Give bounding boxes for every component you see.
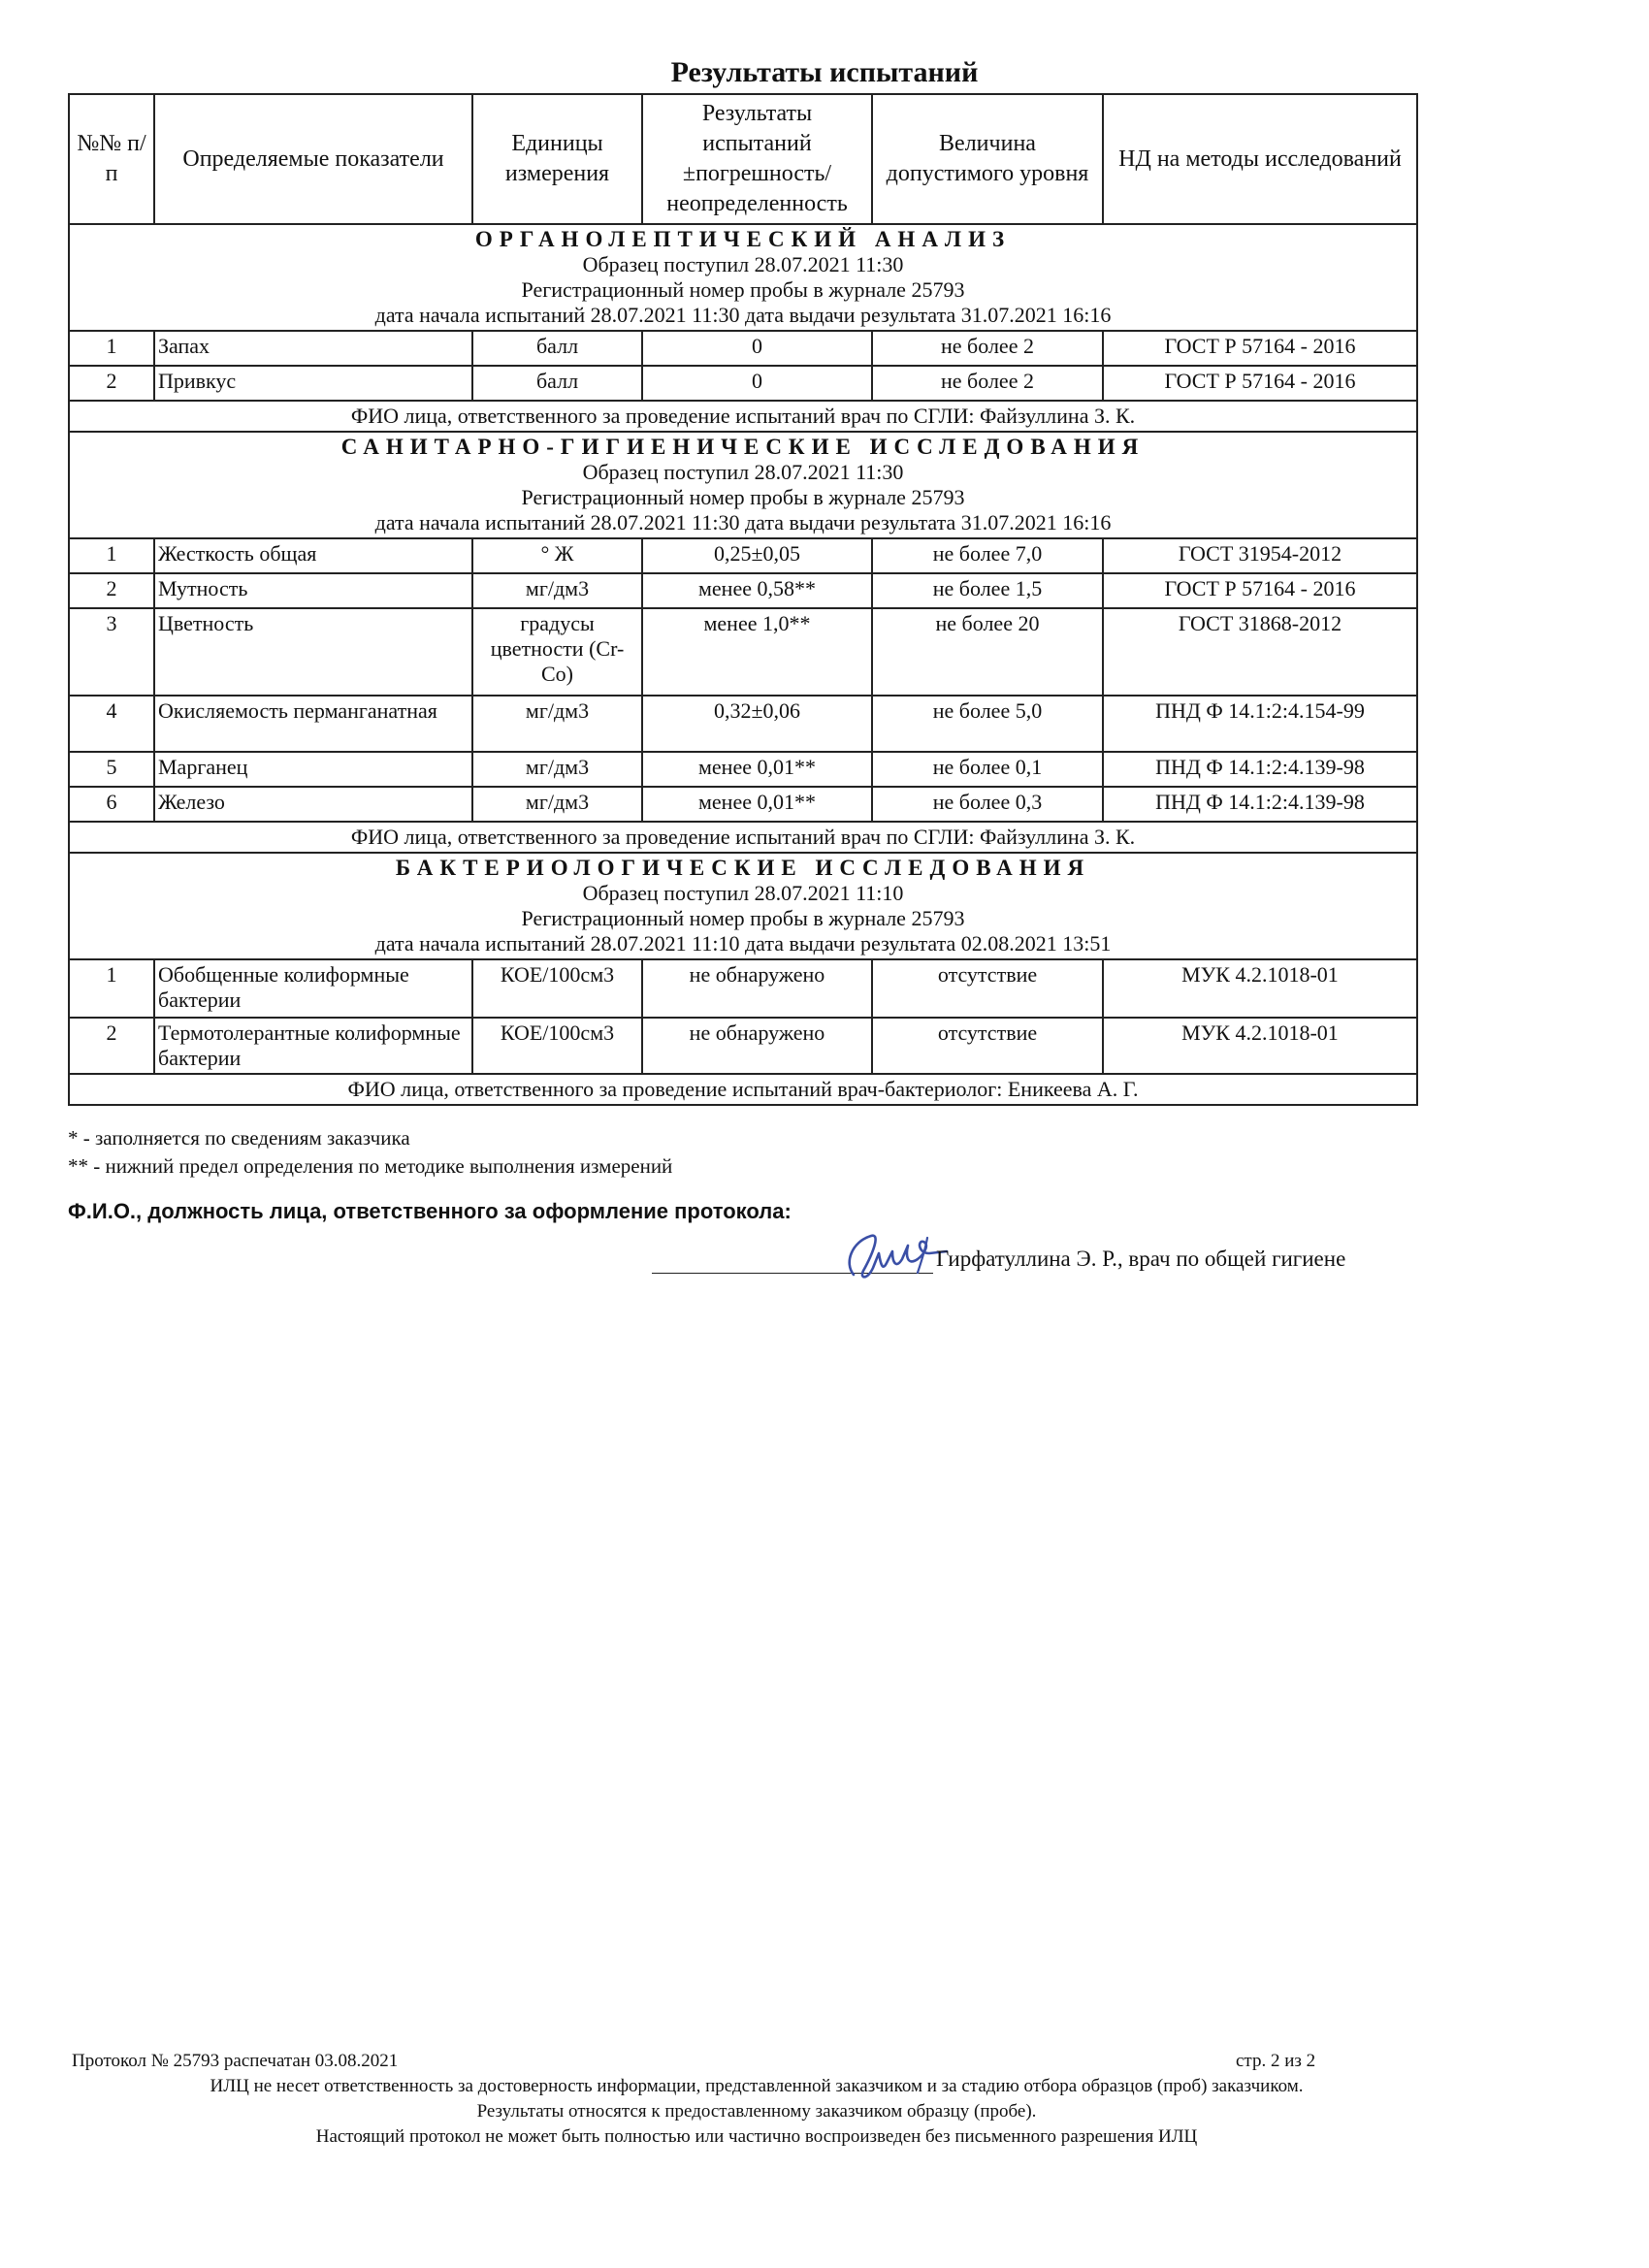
section-dates: дата начала испытаний 28.07.2021 11:30 дата выдачи результата 31.07.2021 16:16: [374, 510, 1112, 535]
row-indicator: Железо: [154, 787, 472, 822]
row-indicator: Цветность: [154, 608, 472, 696]
page-title: Результаты испытаний: [670, 56, 979, 88]
row-number: 1: [69, 331, 154, 366]
row-method: ГОСТ Р 57164 - 2016: [1103, 366, 1417, 401]
footnote-2: ** - нижний предел определения по методике выполнения измерений: [68, 1154, 673, 1178]
section-sample-received: Образец поступил 28.07.2021 11:30: [582, 460, 904, 484]
section-registration: Регистрационный номер пробы в журнале 25793: [521, 906, 965, 930]
responsible-row: [69, 1074, 1417, 1105]
table-row: [69, 608, 1417, 696]
footer-disclaimer-2: Результаты относятся к предоставленному заказчиком образцу (пробе).: [476, 2101, 1037, 2122]
section-header-row: [69, 853, 1417, 959]
table-row: [69, 696, 1417, 752]
table-row: [69, 959, 1417, 1018]
row-indicator: Марганец: [154, 752, 472, 787]
row-indicator: Окисляемость перманганатная: [154, 696, 472, 752]
row-limit: не более 5,0: [872, 696, 1103, 752]
row-method: ГОСТ Р 57164 - 2016: [1103, 331, 1417, 366]
footnote-1: * - заполняется по сведениям заказчика: [68, 1126, 410, 1150]
row-unit: балл: [472, 331, 642, 366]
row-number: 1: [69, 959, 154, 1018]
row-indicator: Обобщенные колиформные бактерии: [154, 959, 472, 1018]
row-indicator: Жесткость общая: [154, 538, 472, 573]
header-units: Единицы измерения: [472, 94, 642, 224]
row-unit: мг/дм3: [472, 573, 642, 608]
footer-disclaimer-1: ИЛЦ не несет ответственность за достоверность информации, представленной заказчиком и за стадию отбора образцов (проб) заказчиком.: [210, 2076, 1304, 2096]
row-number: 6: [69, 787, 154, 822]
row-number: 2: [69, 1018, 154, 1074]
section-header: [69, 224, 1417, 331]
row-limit: не более 2: [872, 331, 1103, 366]
responsible-person: ФИО лица, ответственного за проведение испытаний врач по СГЛИ: Файзуллина З. К.: [69, 822, 1417, 853]
row-unit: мг/дм3: [472, 752, 642, 787]
row-result: не обнаружено: [642, 959, 872, 1018]
row-limit: не более 2: [872, 366, 1103, 401]
section-header: [69, 853, 1417, 959]
row-indicator: Запах: [154, 331, 472, 366]
header-method: НД на методы исследований: [1103, 94, 1417, 224]
section-header: [69, 432, 1417, 538]
table-row: [69, 1018, 1417, 1074]
section-title: САНИТАРНО-ГИГИЕНИЧЕСКИЕ ИССЛЕДОВАНИЯ: [340, 435, 1146, 459]
row-number: 2: [69, 573, 154, 608]
row-unit: балл: [472, 366, 642, 401]
header-indicator: Определяемые показатели: [154, 94, 472, 224]
signer-name: Гирфатуллина Э. Р., врач по общей гигиене: [936, 1247, 1346, 1271]
row-number: 1: [69, 538, 154, 573]
section-dates: дата начала испытаний 28.07.2021 11:30 дата выдачи результата 31.07.2021 16:16: [374, 303, 1112, 327]
row-unit: мг/дм3: [472, 787, 642, 822]
row-unit: градусы цветности (Cr-Co): [472, 608, 642, 696]
row-unit: КОЕ/100см3: [472, 959, 642, 1018]
row-limit: не более 20: [872, 608, 1103, 696]
section-registration: Регистрационный номер пробы в журнале 25793: [521, 485, 965, 509]
row-limit: не более 1,5: [872, 573, 1103, 608]
section-registration: Регистрационный номер пробы в журнале 25793: [521, 277, 965, 302]
row-unit: мг/дм3: [472, 696, 642, 752]
row-method: ГОСТ Р 57164 - 2016: [1103, 573, 1417, 608]
table-body: [69, 224, 1417, 1105]
row-limit: не более 7,0: [872, 538, 1103, 573]
row-result: не обнаружено: [642, 1018, 872, 1074]
table-row: [69, 538, 1417, 573]
row-result: менее 0,58**: [642, 573, 872, 608]
row-result: менее 0,01**: [642, 752, 872, 787]
section-sample-received: Образец поступил 28.07.2021 11:30: [582, 252, 904, 276]
section-header-row: [69, 224, 1417, 331]
row-method: ПНД Ф 14.1:2:4.139-98: [1103, 752, 1417, 787]
row-result: менее 1,0**: [642, 608, 872, 696]
row-number: 5: [69, 752, 154, 787]
table-header-row: [69, 94, 1417, 224]
row-indicator: Термотолерантные колиформные бактерии: [154, 1018, 472, 1074]
row-result: 0,32±0,06: [642, 696, 872, 752]
row-result: 0,25±0,05: [642, 538, 872, 573]
row-number: 4: [69, 696, 154, 752]
row-result: менее 0,01**: [642, 787, 872, 822]
row-method: МУК 4.2.1018-01: [1103, 959, 1417, 1018]
row-limit: отсутствие: [872, 1018, 1103, 1074]
footer-disclaimer-3: Настоящий протокол не может быть полностью или частично воспроизведен без письменного разрешения ИЛЦ: [315, 2126, 1198, 2147]
section-dates: дата начала испытаний 28.07.2021 11:10 дата выдачи результата 02.08.2021 13:51: [374, 931, 1112, 956]
table-row: [69, 331, 1417, 366]
results-table: [68, 93, 1418, 1106]
section-title: ОРГАНОЛЕПТИЧЕСКИЙ АНАЛИЗ: [474, 227, 1012, 251]
section-title: БАКТЕРИОЛОГИЧЕСКИЕ ИССЛЕДОВАНИЯ: [395, 856, 1091, 880]
section-sample-received: Образец поступил 28.07.2021 11:10: [582, 881, 904, 905]
table-row: [69, 752, 1417, 787]
row-limit: не более 0,1: [872, 752, 1103, 787]
row-unit: ° Ж: [472, 538, 642, 573]
row-limit: отсутствие: [872, 959, 1103, 1018]
row-limit: не более 0,3: [872, 787, 1103, 822]
row-method: МУК 4.2.1018-01: [1103, 1018, 1417, 1074]
responsible-row: [69, 822, 1417, 853]
table-row: [69, 787, 1417, 822]
row-number: 3: [69, 608, 154, 696]
row-indicator: Мутность: [154, 573, 472, 608]
signature-label: Ф.И.О., должность лица, ответственного за оформление протокола:: [68, 1199, 792, 1223]
footer-page: стр. 2 из 2: [1236, 2051, 1316, 2071]
row-result: 0: [642, 331, 872, 366]
table-row: [69, 366, 1417, 401]
header-result: Результаты испытаний ±погрешность/ неопределенность: [642, 94, 872, 224]
section-header-row: [69, 432, 1417, 538]
row-method: ПНД Ф 14.1:2:4.139-98: [1103, 787, 1417, 822]
row-method: ГОСТ 31868-2012: [1103, 608, 1417, 696]
row-indicator: Привкус: [154, 366, 472, 401]
row-result: 0: [642, 366, 872, 401]
table-row: [69, 573, 1417, 608]
header-allowed: Величина допустимого уровня: [872, 94, 1103, 224]
responsible-person: ФИО лица, ответственного за проведение испытаний врач по СГЛИ: Файзуллина З. К.: [69, 401, 1417, 432]
responsible-row: [69, 401, 1417, 432]
responsible-person: ФИО лица, ответственного за проведение испытаний врач-бактериолог: Еникеева А. Г.: [69, 1074, 1417, 1105]
row-method: ГОСТ 31954-2012: [1103, 538, 1417, 573]
footer-protocol: Протокол № 25793 распечатан 03.08.2021: [72, 2051, 399, 2071]
row-method: ПНД Ф 14.1:2:4.154-99: [1103, 696, 1417, 752]
row-number: 2: [69, 366, 154, 401]
row-unit: КОЕ/100см3: [472, 1018, 642, 1074]
header-num: №№ п/п: [69, 94, 154, 224]
